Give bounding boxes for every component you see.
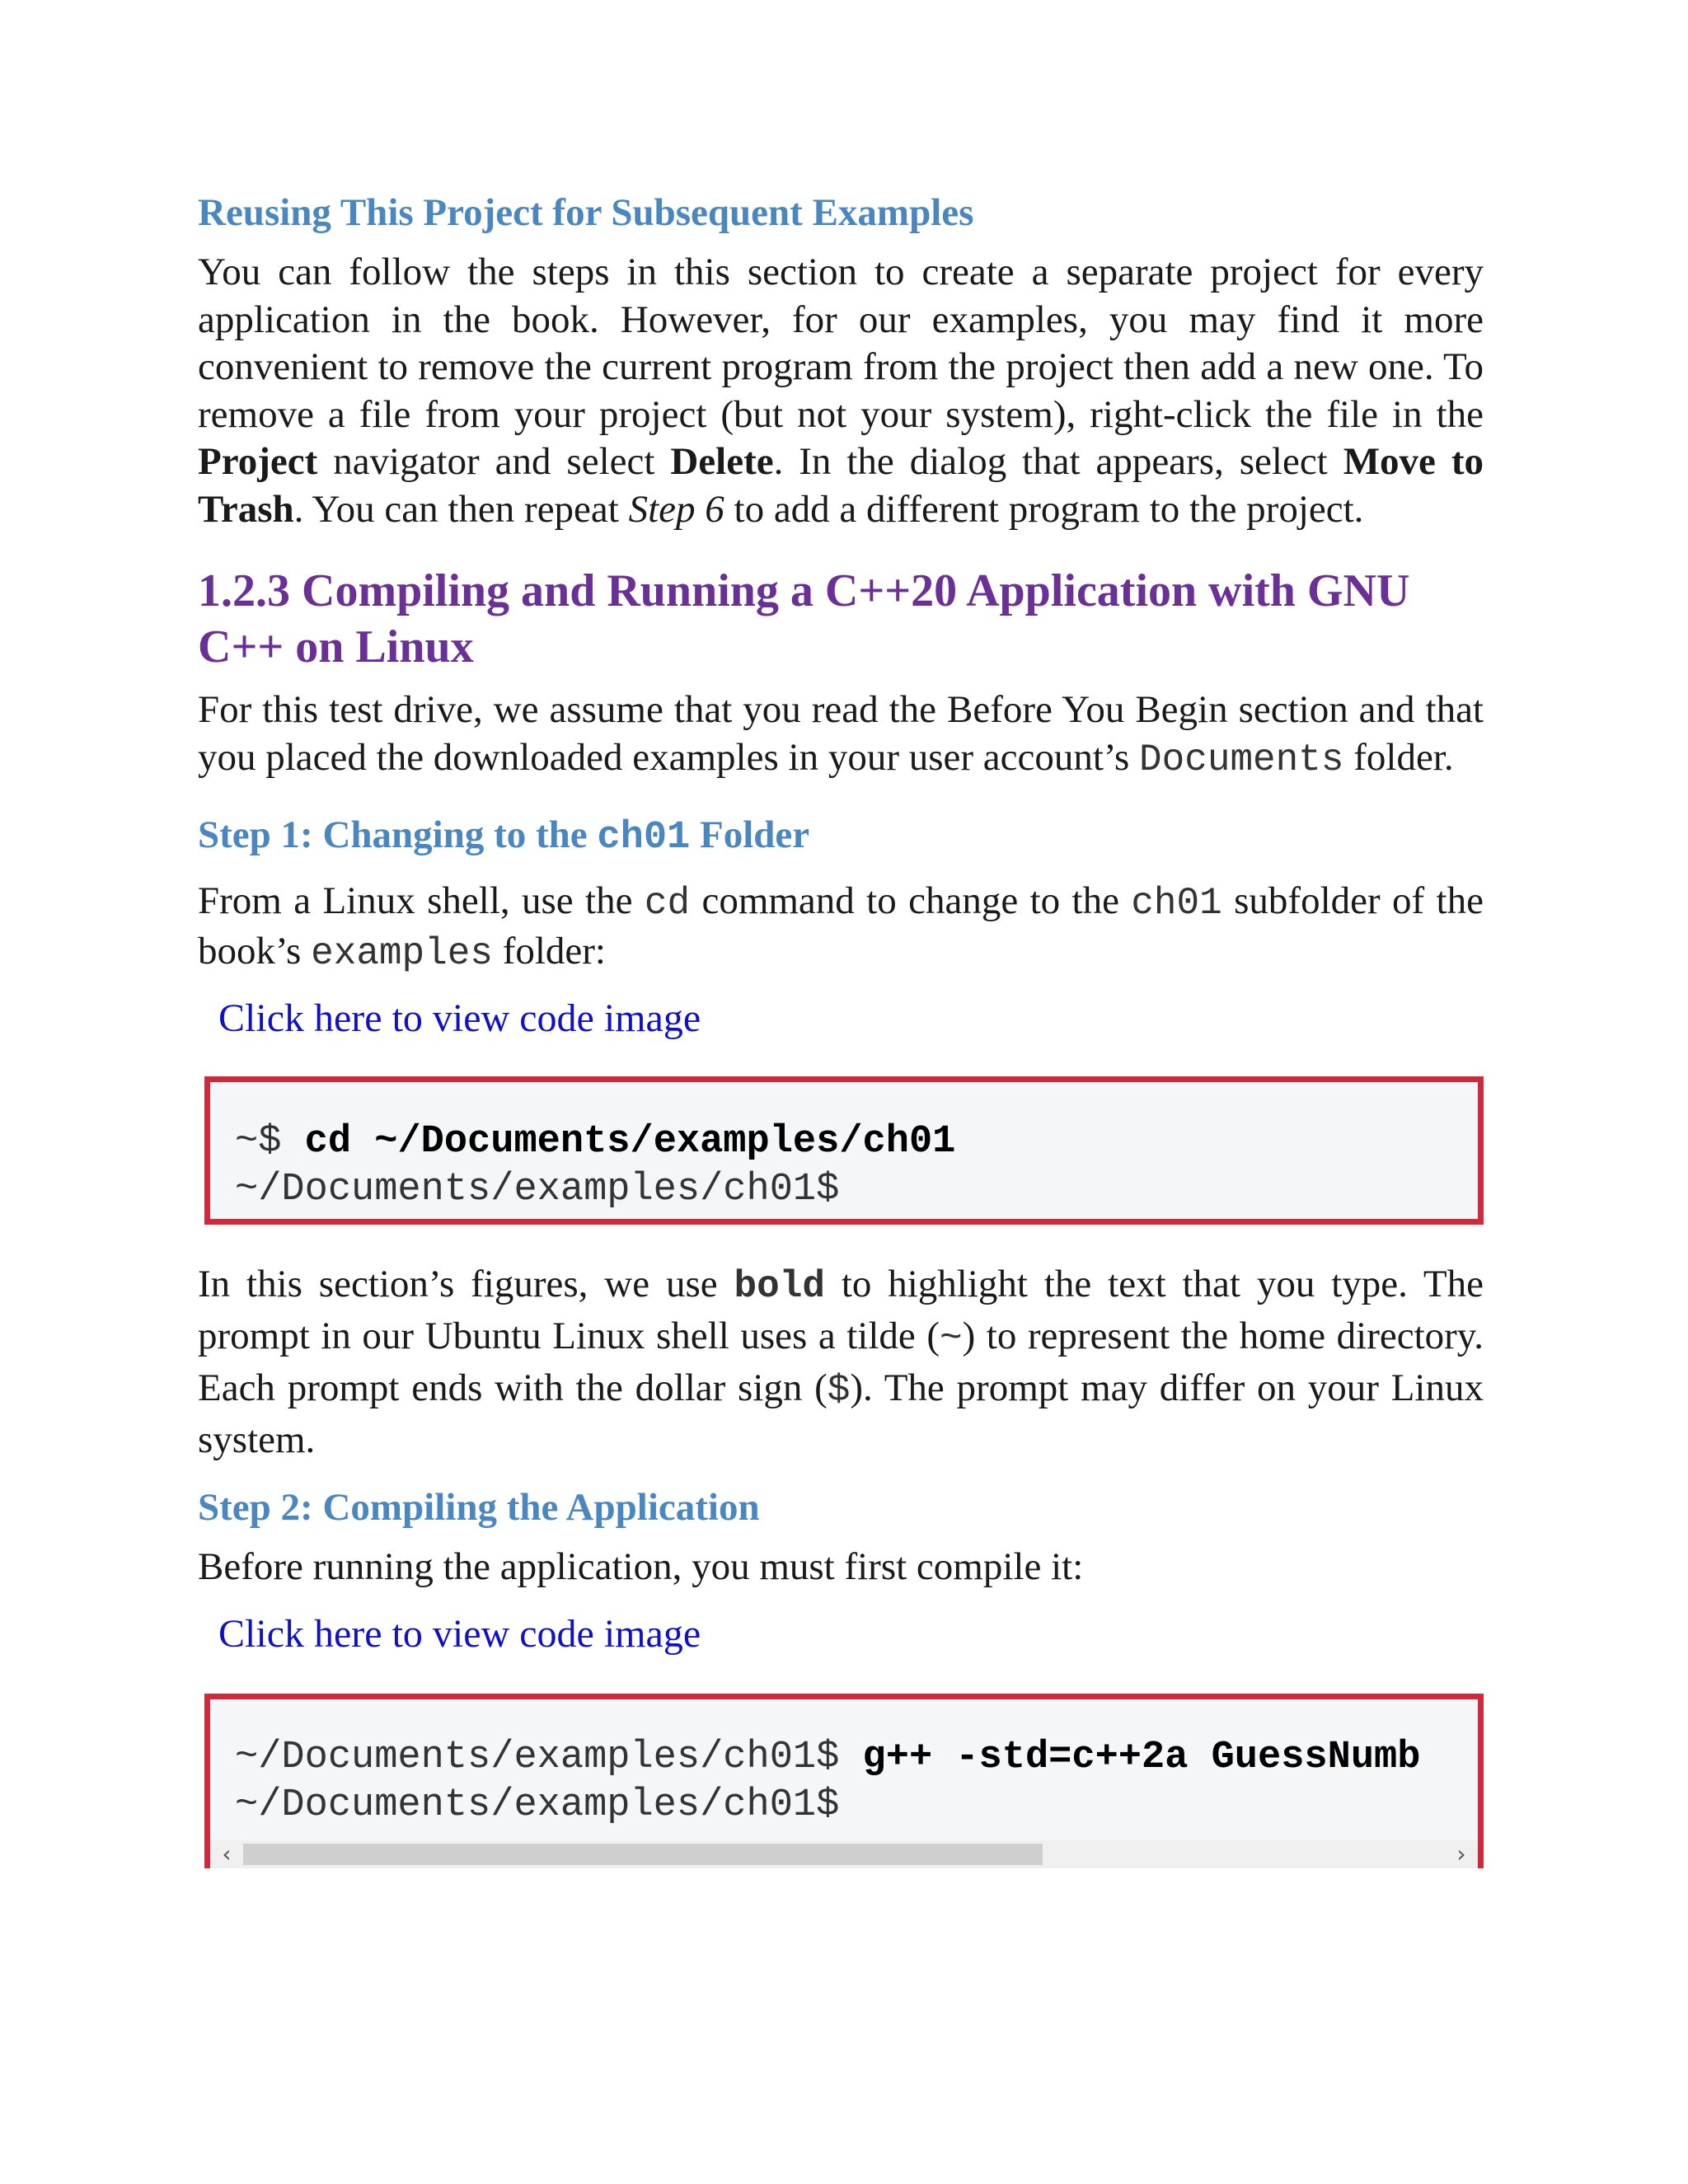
- paragraph-step-1: From a Linux shell, use the cd command to change to the ch01 subfolder of the book’s examples folder:: [198, 879, 1484, 975]
- code-ch01: ch01: [1131, 882, 1222, 925]
- scrollbar-thumb[interactable]: [243, 1844, 1043, 1865]
- code-block-step-1: [204, 1076, 1484, 1225]
- chevron-right-icon[interactable]: ›: [1456, 1840, 1466, 1868]
- link-view-code-image-2[interactable]: Click here to view code image: [218, 1611, 701, 1656]
- code-block-step-2: [204, 1694, 1484, 1868]
- code-cd: cd: [644, 882, 691, 925]
- heading-step-2: Step 2: Compiling the Application: [198, 1486, 760, 1529]
- heading-reusing-project: Reusing This Project for Subsequent Examples: [198, 191, 974, 234]
- code-line: ~$ cd ~/Documents/examples/ch01: [235, 1120, 956, 1164]
- code-line: ~/Documents/examples/ch01$ g++ -std=c++2a GuessNumb: [235, 1735, 1421, 1779]
- bold-delete: Delete: [670, 440, 774, 483]
- paragraph-reusing-project: You can follow the steps in this section to create a separate project for every application in the book. However, for our examples, you may find it more convenient to remove the current program from the project then add a new one. To remove a file from your project (but not your system), right-click the file in the Project navigator and select Delete. In the dialog that appears, select Move to Trash. You can then repeat Step 6 to add a different program to the project.: [198, 251, 1484, 531]
- paragraph-step-2: Before running the application, you must first compile it:: [198, 1545, 1084, 1588]
- code-tilde: ~: [939, 1317, 963, 1360]
- heading-section-1-2-3: 1.2.3 Compiling and Running a C++20 Application with GNU C++ on Linux: [198, 565, 1410, 673]
- code-line: ~/Documents/examples/ch01$: [235, 1783, 840, 1827]
- bold-move-to-trash: Move to Trash: [198, 440, 1484, 531]
- horizontal-scrollbar[interactable]: [210, 1840, 1478, 1868]
- code-ch01-heading: ch01: [597, 816, 691, 860]
- code-documents: Documents: [1139, 738, 1344, 781]
- code-examples: examples: [311, 931, 493, 975]
- link-view-code-image-1[interactable]: Click here to view code image: [218, 996, 701, 1040]
- document-page: [198, 188, 1484, 1868]
- italic-step-6: Step 6: [628, 487, 724, 531]
- chevron-left-icon[interactable]: ‹: [222, 1840, 232, 1868]
- bold-project: Project: [198, 440, 318, 483]
- code-dollar: $: [827, 1369, 851, 1412]
- heading-step-1: Step 1: Changing to the ch01 Folder: [198, 813, 810, 860]
- code-bold: bold: [734, 1265, 825, 1308]
- paragraph-bold-note: In this section’s figures, we use bold to highlight the text that you type. The prompt in our Ubuntu Linux shell uses a tilde (~) to represent the home directory. Each prompt ends with the dollar sign ($). The prompt may differ on your Linux system.: [198, 1263, 1484, 1461]
- paragraph-test-drive: For this test drive, we assume that you read the Before You Begin section and that you placed the downloaded examples in your user account’s Documents folder.: [198, 688, 1484, 781]
- code-line: ~/Documents/examples/ch01$: [235, 1168, 840, 1212]
